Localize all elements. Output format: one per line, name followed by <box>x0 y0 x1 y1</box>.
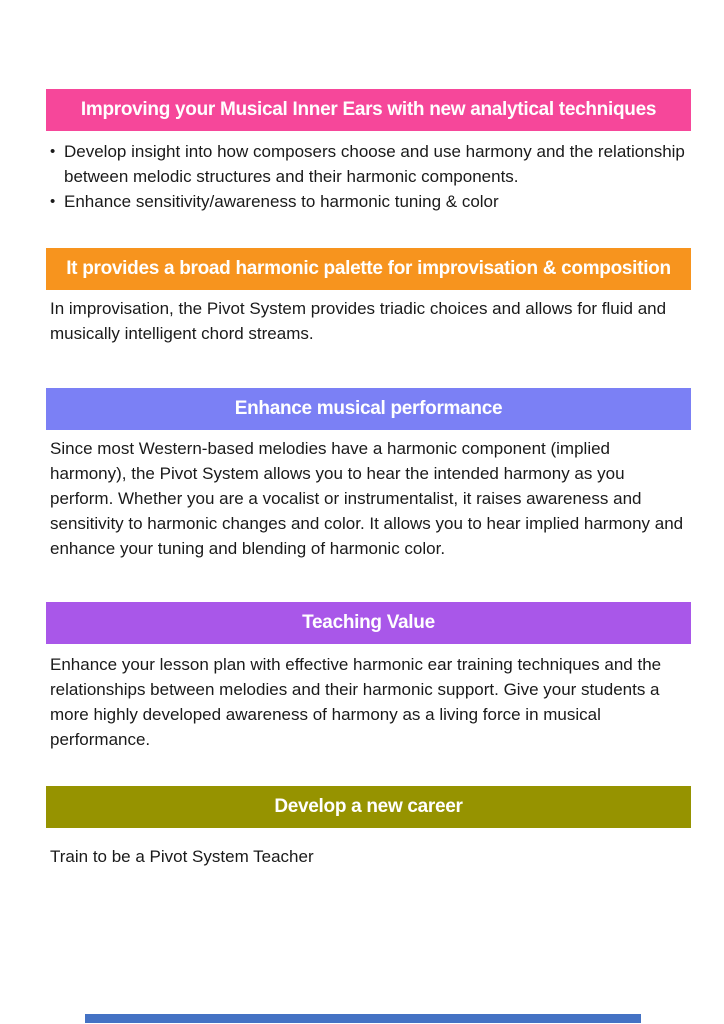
section-musical-inner-ears <box>0 89 724 214</box>
bullet-text: Enhance sensitivity/awareness to harmonic tuning & color <box>64 192 499 211</box>
bullet-text: Develop insight into how composers choose and use harmony and the relationship between melodic structures and their harmonic components. <box>64 142 685 186</box>
section-musical-performance <box>0 388 724 561</box>
section-body-text: In improvisation, the Pivot System provides triadic choices and allows for fluid and musically intelligent chord streams. <box>50 299 667 343</box>
next-page-banner-edge <box>85 1014 641 1023</box>
banner-teaching-value <box>46 602 691 644</box>
banner-new-career <box>46 786 691 828</box>
banner-title: Improving your Musical Inner Ears with new analytical techniques <box>80 99 657 120</box>
list-item <box>50 189 686 214</box>
section-body-text: Since most Western-based melodies have a harmonic component (implied harmony), the Pivot System allows you to hear the intended harmony as you perform. Whether you are a vocalist or instrumentalist, it raises awareness and sensitivity to harmonic changes and color. It allows you to hear implied harmony and enhance your tuning and blending of harmonic color. <box>50 439 684 558</box>
section-body-text: Train to be a Pivot System Teacher <box>50 847 314 866</box>
bullet-icon: • <box>50 193 56 210</box>
banner-musical-inner-ears <box>46 89 691 131</box>
banner-title: Enhance musical performance <box>234 398 503 419</box>
banner-title: Teaching Value <box>302 612 435 633</box>
banner-musical-performance <box>46 388 691 430</box>
banner-harmonic-palette <box>46 248 691 290</box>
bullet-list <box>50 139 686 214</box>
section-body-text: Enhance your lesson plan with effective harmonic ear training techniques and the relationships between melodies and their harmonic support. Give your students a more highly developed awareness of harmony as a living force in musical performance. <box>50 655 662 749</box>
bullet-icon: • <box>50 143 56 160</box>
banner-title: It provides a broad harmonic palette for improvisation & composition <box>66 258 671 279</box>
section-new-career <box>0 786 724 869</box>
list-item <box>50 139 686 189</box>
banner-title: Develop a new career <box>274 796 463 817</box>
section-harmonic-palette <box>0 248 724 346</box>
section-teaching-value <box>0 602 724 752</box>
